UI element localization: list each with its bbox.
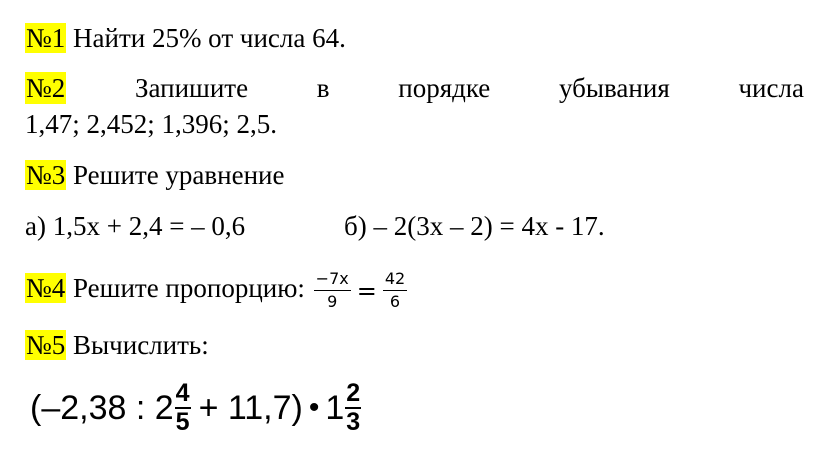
fraction-numerator: 4: [175, 379, 190, 407]
task-3-part-b: [344, 210, 605, 242]
fraction-right: [383, 270, 407, 311]
fraction-left: [314, 270, 351, 311]
task-3: [25, 159, 284, 191]
mixed-fraction-2: [345, 380, 361, 435]
task-word: убывания: [559, 73, 670, 103]
task-word: порядке: [398, 73, 491, 103]
fraction-denominator: 9: [327, 292, 338, 312]
task-word: числа: [738, 73, 804, 103]
equation-b: б) – 2(3х – 2) = 4х - 17.: [344, 211, 605, 241]
task-text: Вычислить:: [73, 330, 209, 360]
task-5: [25, 329, 209, 361]
task-text: Решите уравнение: [73, 160, 285, 190]
task-4: [25, 262, 409, 317]
equals-sign: =: [356, 276, 377, 305]
mixed-fraction-1: [175, 380, 191, 435]
fraction-denominator: 5: [175, 408, 190, 436]
task-2-line-1: [25, 72, 804, 104]
fraction-numerator: −7x: [314, 270, 351, 291]
task-number: №2: [26, 73, 66, 103]
task-3-part-a: [25, 210, 245, 242]
fraction-numerator: 42: [383, 270, 407, 291]
task-number: №5: [26, 330, 66, 360]
fraction-numerator: 2: [346, 379, 361, 407]
task-text: Решите пропорцию:: [73, 273, 305, 303]
task-1: [25, 22, 346, 54]
calculation-expression: [30, 380, 361, 435]
expression-start: (–2,38 : 2: [30, 388, 174, 427]
task-text: Найти 25% от числа 64.: [73, 23, 346, 53]
task-2-line-2: [25, 108, 277, 140]
fraction-denominator: 6: [389, 292, 401, 312]
mixed-whole: 1: [325, 388, 345, 427]
multiply-bullet: •: [308, 390, 320, 424]
expression-middle: + 11,7): [198, 388, 303, 427]
task-word: в: [316, 73, 330, 103]
fraction-denominator: 3: [346, 408, 361, 436]
task-number: №1: [26, 23, 66, 53]
task-word: Запишите: [134, 73, 249, 103]
number-list: 1,47; 2,452; 1,396; 2,5.: [25, 109, 278, 139]
task-number: №4: [26, 273, 66, 303]
equation-a: а) 1,5х + 2,4 = – 0,6: [25, 211, 246, 241]
task-number: №3: [26, 160, 66, 190]
